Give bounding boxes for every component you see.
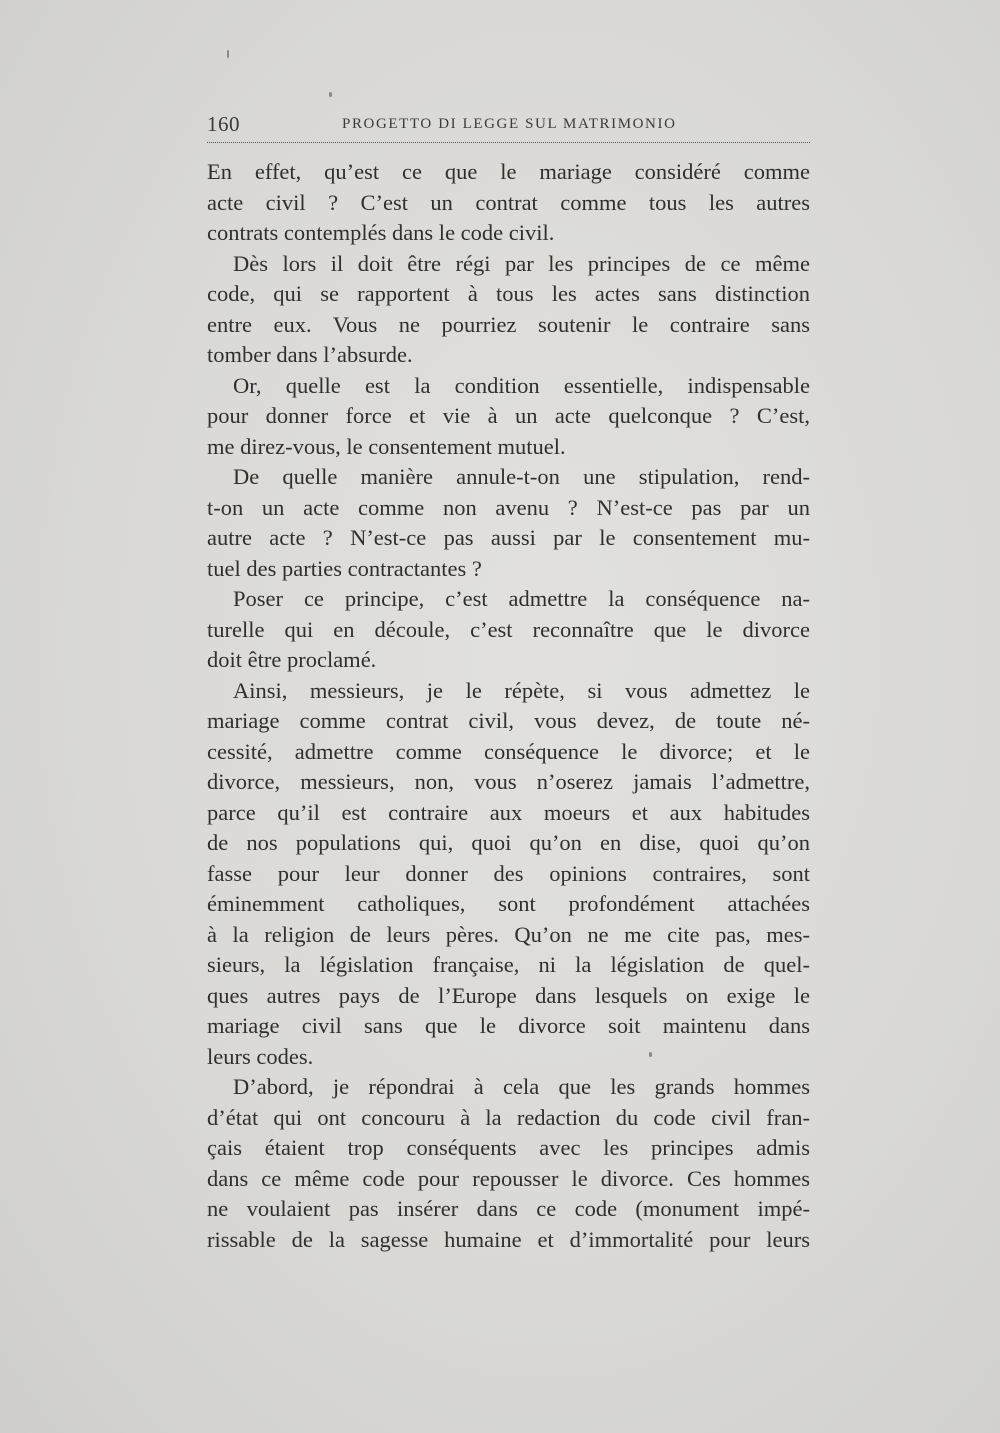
text-line: doit être proclamé. [207, 647, 377, 672]
paper-speck [227, 50, 229, 58]
text-line: Or, quelle est la condition essentielle, indispensable [233, 372, 810, 398]
text-line: mariage comme contrat civil, vous devez, de toute né- [207, 708, 810, 733]
text-line: sieurs, la législation française, ni la législation de quel- [207, 952, 810, 977]
text-line: Dès lors il doit être régi par les principes de ce même [233, 250, 810, 276]
text-line: me direz-vous, le consentement mutuel. [207, 433, 566, 459]
page-number: 160 [207, 112, 240, 136]
text-line: acte civil ? C’est un contrat comme tous les autres [207, 189, 810, 215]
text-line: à la religion de leurs pères. Qu’on ne me cite pas, mes- [207, 921, 810, 947]
text-line: t-on un acte comme non avenu ? N’est-ce pas par un [207, 494, 810, 520]
text-line: ne voulaient pas insérer dans ce code (monument impé- [207, 1196, 810, 1221]
text-line: turelle qui en découle, c’est reconnaître que le divorce [207, 616, 810, 642]
text-line: En effet, qu’est ce que le mariage considéré comme [207, 159, 810, 184]
text-line: d’état qui ont concouru à la redaction du code civil fran- [207, 1104, 810, 1130]
text-line: éminemment catholiques, sont profondément attachées [207, 891, 810, 916]
text-line: tuel des parties contractantes ? [207, 555, 482, 581]
text-line: De quelle manière annule-t-on une stipulation, rend- [233, 464, 810, 489]
text-line: leurs codes. [207, 1043, 314, 1069]
body-text [207, 157, 810, 1255]
paper-speck [649, 1052, 652, 1057]
running-title: PROGETTO DI LEGGE SUL MATRIMONIO [342, 116, 677, 132]
text-line: çais étaient trop conséquents avec les principes admis [207, 1135, 810, 1160]
text-line: rissable de la sagesse humaine et d’immortalité pour leurs [207, 1226, 810, 1252]
text-line: de nos populations qui, quoi qu’on en dise, quoi qu’on [207, 830, 810, 855]
text-line: divorce, messieurs, non, vous n’oserez jamais l’admettre, [207, 769, 810, 794]
text-line: tomber dans l’absurde. [207, 342, 413, 367]
text-line: entre eux. Vous ne pourriez soutenir le contraire sans [207, 311, 810, 337]
text-line: D’abord, je répondrai à cela que les grands hommes [233, 1074, 810, 1099]
running-header [207, 112, 810, 143]
text-line: contrats contemplés dans le code civil. [207, 220, 555, 245]
text-line: mariage civil sans que le divorce soit maintenu dans [207, 1013, 810, 1038]
paper-speck [329, 92, 332, 97]
text-line: parce qu’il est contraire aux moeurs et aux habitudes [207, 799, 810, 825]
text-line: cessité, admettre comme conséquence le divorce; et le [207, 738, 810, 764]
text-line: Poser ce principe, c’est admettre la conséquence na- [233, 586, 810, 611]
text-line: pour donner force et vie à un acte quelconque ? C’est, [207, 403, 810, 428]
text-line: autre acte ? N’est-ce pas aussi par le consentement mu- [207, 525, 810, 550]
text-line: code, qui se rapportent à tous les actes sans distinction [207, 281, 810, 306]
text-line: ques autres pays de l’Europe dans lesquels on exige le [207, 982, 810, 1008]
text-line: Ainsi, messieurs, je le répète, si vous admettez le [233, 677, 810, 703]
text-line: dans ce même code pour repousser le divorce. Ces hommes [207, 1165, 810, 1191]
text-line: fasse pour leur donner des opinions contraires, sont [207, 860, 810, 886]
